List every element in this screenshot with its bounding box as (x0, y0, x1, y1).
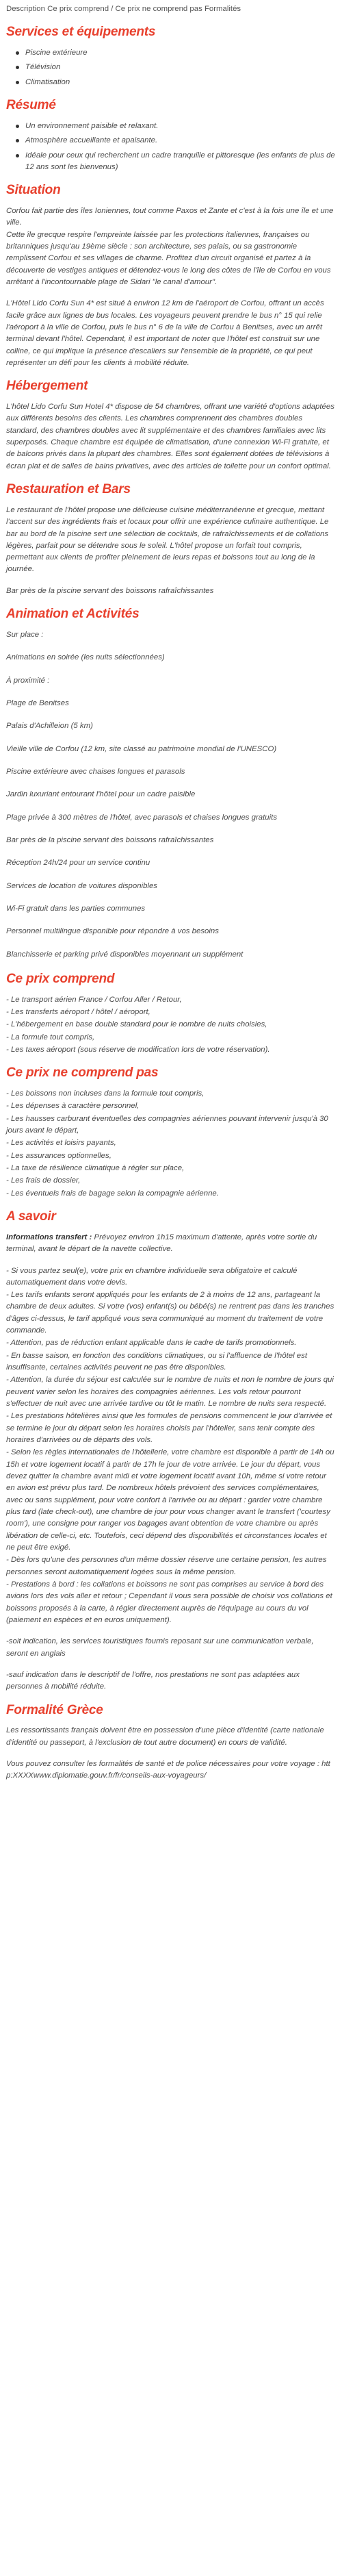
situation-paragraph: Corfou fait partie des îles Ioniennes, tout comme Paxos et Zante et c'est à la fois une île et une ville. (6, 207, 334, 227)
list-item: Animations en soirée (les nuits sélectionnées) (6, 653, 165, 662)
list-item: - Les éventuels frais de bagage selon la compagnie aérienne. (6, 1189, 219, 1198)
list-item: Télévision (25, 62, 336, 73)
list-item: Idéale pour ceux qui recherchent un cadre tranquille et pittoresque (les enfants de plus de 12 ans sont les bienvenus) (25, 150, 336, 174)
list-item: Jardin luxuriant entourant l'hôtel pour un cadre paisible (6, 790, 196, 799)
list-item: - Si vous partez seul(e), votre prix en chambre individuelle sera obligatoire et calculé automatiquement dans votre devis. (6, 1266, 298, 1287)
list-item: Services de location de voitures disponibles (6, 881, 157, 890)
list-item: - Attention, pas de réduction enfant applicable dans le cadre de tarifs promotionnels. (6, 1339, 297, 1348)
list-item: Sur place : (6, 630, 44, 639)
animation-title: Animation et Activités (6, 607, 140, 622)
list-item: - Les boissons non incluses dans la formule tout compris, (6, 1089, 205, 1098)
formalites-title: Formalité Grèce (6, 1702, 103, 1717)
list-item: Atmosphère accueillante et apaisante. (25, 135, 336, 147)
list-item: Plage privée à 300 mètres de l'hôtel, avec parasols et chaises longues gratuits (6, 813, 278, 822)
list-item: Piscine extérieure (25, 47, 336, 59)
list-item: À proximité : (6, 676, 50, 685)
services-list (6, 47, 336, 88)
transfer-text: Prévoyez environ 1h15 maximum d'attente, après votre sortie du terminal, avant le départ de la navette collective. (6, 1233, 317, 1254)
list-item: Wi-Fi gratuit dans les parties communes (6, 904, 146, 913)
animation-list (6, 629, 336, 961)
list-item: - Le transport aérien France / Corfou Aller / Retour, (6, 995, 182, 1004)
restauration-paragraph: Le restaurant de l'hôtel propose une délicieuse cuisine méditerranéenne et grecque, mettant l'accent sur des ingrédients frais et locaux pour offrir une expérience culinaire authentique. Le bar au bord de la piscine sert une sélection de cocktails, de rafraîchissements et de collations légères, parfait pour se détendre sous le soleil. L'hôtel propose un forfait tout compris, permettant aux clients de profiter pleinement de leurs repas et boissons tout au long de la journée. (6, 505, 329, 574)
list-item: - Les tarifs enfants seront appliqués pour les enfants de 2 à moins de 12 ans, partageant la chambre de deux adultes. Si votre (vos) enfant(s) ou bébé(s) ne rentrent pas dans les tranches d'âges ci-dessus, le tarif appliqué vous sera communiqué au moment du traitement de votre commande. (6, 1291, 334, 1335)
list-item: -soit indication, les services touristiques fournis reposant sur une communication verbale, seront en anglais (6, 1637, 314, 1658)
ne-comprend-title: Ce prix ne comprend pas (6, 1065, 159, 1081)
list-item: - Prestations à bord : les collations et boissons ne sont pas comprises au service à bord des avions lors des vols aller et retour ; Cependant il vous sera possible de choisir vos collations et boissons proposés à la carte, à régler directement auprès de l'équipage au cours du vol (paiement en espèces et en euros uniquement). (6, 1580, 332, 1625)
list-item: - Les transferts aéroport / hôtel / aéroport, (6, 1007, 150, 1016)
comprend-list (6, 994, 336, 1057)
list-item: Plage de Benitses (6, 698, 69, 707)
situation-paragraph: L'Hôtel Lido Corfu Sun 4* est situé à environ 12 km de l'aéroport de Corfou, offrant un accès facile grâce aux lignes de bus locales. Les voyageurs peuvent prendre le bus n° 15 qui relie l'aéroport à la ville de Corfou, puis le bus n° 6 de la ville de Corfou à Benitses, avec un arrêt terminal devant l'hôtel. Cependant, il est important de noter que l'hôtel est construit sur une colline, ce qui implique la présence d'escaliers sur l'ensemble de la propriété, ce qui peut représenter un défi pour les clients à mobilité réduite. (6, 299, 324, 367)
list-item: Réception 24h/24 pour un service continu (6, 859, 150, 868)
list-item: Un environnement paisible et relaxant. (25, 121, 336, 132)
list-item: - L'hébergement en base double standard pour le nombre de nuits choisies, (6, 1020, 267, 1029)
resume-list (6, 121, 336, 173)
list-item: Piscine extérieure avec chaises longues et parasols (6, 767, 185, 776)
savoir-list (6, 1232, 336, 1693)
ne-comprend-list (6, 1088, 336, 1200)
list-item: - Les activités et loisirs payants, (6, 1139, 116, 1148)
list-item: Vieille ville de Corfou (12 km, site classé au patrimoine mondial de l'UNESCO) (6, 744, 277, 753)
list-item: - La taxe de résilience climatique à régler sur place, (6, 1164, 185, 1173)
list-item: - Attention, la durée du séjour est calculée sur le nombre de nuits et non le nombre de jours qui peuvent varier selon les horaires des compagnies aériennes. Les vols retour pourront s'effectuer de nuit avec une arrivée tardive ou tôt le matin. Le nombre de nuits sera respecté. (6, 1376, 334, 1409)
list-item: -sauf indication dans le descriptif de l'offre, nos prestations ne sont pas adaptées aux personnes à mobilité réduite. (6, 1671, 300, 1691)
situation-title: Situation (6, 183, 61, 198)
list-item: Blanchisserie et parking privé disponibles moyennant un supplément (6, 950, 244, 959)
formalites-paragraph: Les ressortissants français doivent être en possession d'une pièce d'identité (carte nationale d'identité ou passeport, à l'exclusion de tout autre document) en cours de validité. (6, 1726, 324, 1747)
savoir-title: A savoir (6, 1209, 56, 1224)
list-item: - Dès lors qu'une des personnes d'un même dossier réserve une certaine pension, les autres personnes seront automatiquement logées sous la même pension. (6, 1556, 327, 1576)
formalites-link[interactable]: Vous pouvez consulter les formalités de santé et de police nécessaires pour votre voyage : http:XXXXwww.diplomatie.gouv.fr/fr/conseils-aux-voyageurs/ (6, 1760, 330, 1780)
transfer-label: Informations transfert : (6, 1233, 92, 1241)
hebergement-paragraph: L'hôtel Lido Corfu Sun Hotel 4* dispose de 54 chambres, offrant une variété d'options adaptées aux différents besoins des clients. Les chambres comprennent des chambres doubles standard, des chambres doubles avec lit supplémentaire et des chambres familiales avec lits superposés. Chaque chambre est équipée de climatisation, d'une connexion Wi-Fi gratuite, et de balcons privés dans la plupart des chambres. Elles sont également dotées de télévisions à écran plat et de salles de bains privatives, avec des articles de toilette pour un confort optimal. (6, 403, 334, 470)
situation-paragraph: Cette île grecque respire l'empreinte laissée par les protections italiennes, françaises ou britanniques jusqu'au 19ème siècle : son architecture, ses palais, ou sa gastronomie remplissent Corfou et ses villages de charme. Profitez d'un circuit organisé et partez à la découverte de vestiges antiques et détendez-vous le long des côtes de l'île de Corfou en vous arrêtant à l'incontournable plage de Sidari "le canal d'amour". (6, 230, 331, 286)
breadcrumb[interactable]: Description Ce prix comprend / Ce prix ne comprend pas Formalités (6, 5, 241, 13)
restauration-title: Restauration et Bars (6, 482, 131, 497)
list-item: - Les hausses carburant éventuelles des compagnies aériennes pouvant intervenir jusqu'à 30 jours avant le départ, (6, 1114, 328, 1135)
comprend-title: Ce prix comprend (6, 971, 115, 986)
list-item: Palais d'Achilleion (5 km) (6, 722, 93, 731)
list-item: - Selon les règles internationales de l'hôtellerie, votre chambre est disponible à partir de 14h ou 15h et votre logement locatif à partir de 17h le jour de votre arrivée. Le jour du départ, vous devez quitter la chambre avant midi et votre logement locatif avant 10h, même si votre retour en avion est prévu plus tard. De nombreux hôtels prévoient des services complémentaires, avec ou sans supplément, pour votre confort à l'arrivée ou au départ : garder votre chambre plus tard (late check-out), une chambre de jour pour vous changer avant le transfert ('courtesy room'), une consigne pour ranger vos bagages avant obtention de votre chambre ou après libération de celle-ci, etc. Toutefois, ceci dépend des disponibilités et circonstances locales et ne peut être exigé. (6, 1448, 334, 1552)
hebergement-title: Hébergement (6, 379, 88, 394)
list-item: - En basse saison, en fonction des conditions climatiques, ou si l'affluence de l'hôtel est insuffisante, certaines activités peuvent ne pas être disponibles. (6, 1351, 307, 1372)
list-item: - La formule tout compris, (6, 1033, 95, 1041)
services-title: Services et équipements (6, 25, 156, 40)
list-item: - Les dépenses à caractère personnel, (6, 1102, 140, 1111)
list-item: Climatisation (25, 77, 336, 88)
list-item: - Les prestations hôtelières ainsi que les formules de pensions commencent le jour d'arrivée et se termine le jour du départ selon les horaires choisis par l'hôtelier, sans tenir compte des horaires d'arrivées ou de départs des vols. (6, 1412, 332, 1445)
list-item: Personnel multilingue disponible pour répondre à vos besoins (6, 927, 219, 936)
restauration-paragraph: Bar près de la piscine servant des boissons rafraîchissantes (6, 586, 214, 595)
transfer-info (6, 1232, 336, 1256)
list-item: - Les assurances optionnelles, (6, 1151, 111, 1160)
list-item: Bar près de la piscine servant des boissons rafraîchissantes (6, 835, 214, 844)
list-item: - Les frais de dossier, (6, 1176, 81, 1185)
resume-title: Résumé (6, 98, 56, 113)
list-item: - Les taxes aéroport (sous réserve de modification lors de votre réservation). (6, 1045, 270, 1054)
